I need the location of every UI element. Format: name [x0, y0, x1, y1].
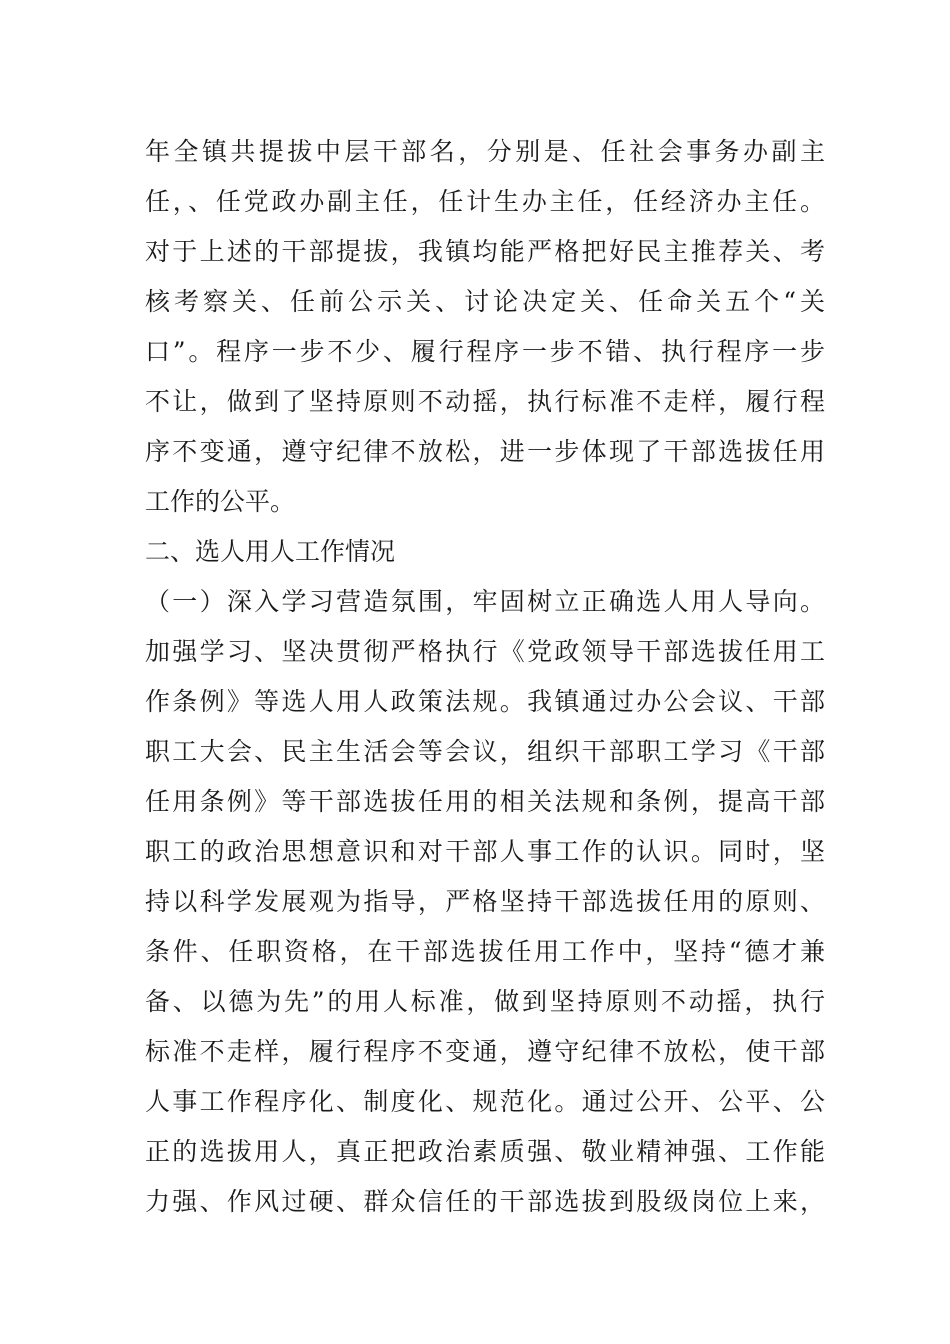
text-line: 任用条例》等干部选拔任用的相关法规和条例，提高干部: [145, 787, 825, 816]
text-line: 对于上述的干部提拔，我镇均能严格把好民主推荐关、考: [145, 237, 825, 266]
text-line: 职工的政治思想意识和对干部人事工作的认识。同时，坚: [145, 837, 825, 866]
text-line: 核考察关、任前公示关、讨论决定关、任命关五个“关: [145, 287, 825, 316]
text-line: 正的选拔用人，真正把政治素质强、敬业精神强、工作能: [145, 1137, 825, 1166]
text-line: 口”。程序一步不少、履行程序一步不错、执行程序一步: [145, 337, 825, 366]
text-line: 职工大会、民主生活会等会议，组织干部职工学习《干部: [145, 737, 825, 766]
text-line: 加强学习、坚决贯彻严格执行《党政领导干部选拔任用工: [145, 637, 825, 666]
text-line: 工作的公平。: [145, 487, 296, 516]
text-line: 持以科学发展观为指导，严格坚持干部选拔任用的原则、: [145, 887, 825, 916]
text-line: 备、以德为先”的用人标准，做到坚持原则不动摇，执行: [145, 987, 825, 1016]
text-line: 不让，做到了坚持原则不动摇，执行标准不走样，履行程: [145, 387, 825, 416]
text-line: 序不变通，遵守纪律不放松，进一步体现了干部选拔任用: [145, 437, 825, 466]
text-line: 力强、作风过硬、群众信任的干部选拔到股级岗位上来，: [145, 1187, 825, 1216]
text-line: 年全镇共提拔中层干部名，分别是、任社会事务办副主: [145, 137, 825, 166]
text-line: 标准不走样，履行程序不变通，遵守纪律不放松，使干部: [145, 1037, 825, 1066]
body-text: [145, 127, 825, 1227]
subsection-heading: （一）深入学习营造氛围，牢固树立正确选人用人导向。: [145, 587, 825, 616]
text-line: 任，、任党政办副主任，任计生办主任，任经济办主任。: [145, 187, 825, 216]
text-line: 人事工作程序化、制度化、规范化。通过公开、公平、公: [145, 1087, 825, 1116]
text-line: 条件、任职资格，在干部选拔任用工作中，坚持“德才兼: [145, 937, 825, 966]
text-line: 作条例》等选人用人政策法规。我镇通过办公会议、干部: [145, 687, 825, 716]
section-heading: 二、选人用人工作情况: [145, 537, 396, 566]
